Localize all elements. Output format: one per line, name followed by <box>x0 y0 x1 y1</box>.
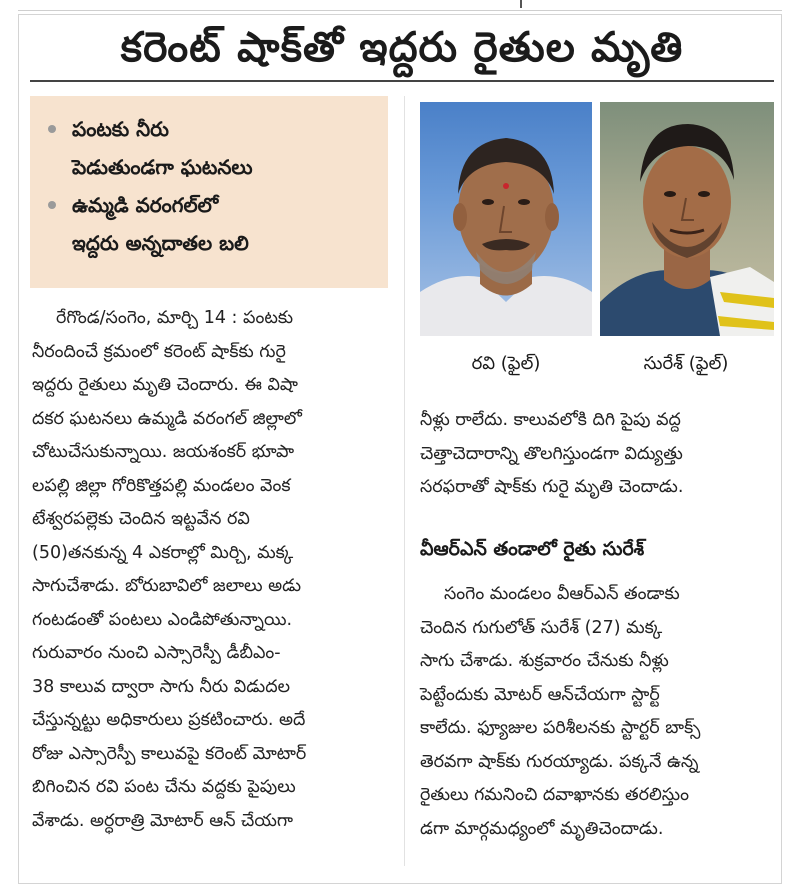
body-line: రైతులు గమనించి దవాఖానకు తరలిస్తుం <box>420 785 689 805</box>
body-line: గురువారం నుంచి ఎస్సారెస్పీ డీబీఎం- <box>32 643 281 663</box>
body-line: నీళ్లు రాలేదు. కాలువలోకి దిగి పైపు వద్ద <box>420 410 681 430</box>
bullet-icon <box>48 125 56 133</box>
body-line: బిగించిన రవి పంట చేను వద్దకు పైపులు <box>32 777 296 797</box>
bullet-icon <box>48 201 56 209</box>
photo-caption-ravi: రవి (ఫైల్) <box>471 353 541 374</box>
body-line: చోటుచేసుకున్నాయి. జయశంకర్ భూపా <box>32 442 295 462</box>
top-rule <box>18 0 782 11</box>
body-line: ఇద్దరు రైతులు మృతి చెందారు. ఈ విషా <box>32 375 298 395</box>
highlight-item <box>48 186 376 262</box>
highlights-box <box>30 96 388 288</box>
suresh-portrait-icon <box>600 102 774 336</box>
body-line: తెరవగా షాక్‌కు గురయ్యాడు. పక్కనే ఉన్న <box>420 751 699 772</box>
highlight-line: ఇద్దరు అన్నదాతల బలి <box>72 231 249 255</box>
body-line: కాలేదు. ఫ్యూజుల పరిశీలనకు స్టార్టర్ బాక్స్ <box>420 718 701 738</box>
body-line: చెత్తాచెదారాన్ని తొలగిస్తుండగా విద్యుత్తు <box>420 443 683 464</box>
body-line: డగా మార్గమధ్యంలో మృతిచెందాడు. <box>420 818 664 839</box>
photo-ravi <box>420 102 592 336</box>
body-line: టేశ్వరపల్లెకు చెందిన ఇట్టవేన రవి <box>32 509 250 529</box>
photo-caption-suresh: సురేశ్ (ఫైల్) <box>643 353 729 374</box>
subheading: వీఆర్ఎన్ తండాలో రైతు సురేశ్ <box>420 538 645 560</box>
highlight-line: ఉమ్మడి వరంగల్‌లో <box>72 193 219 217</box>
body-line: సంగెం మండలం వీఆర్ఎన్ తండాకు <box>444 584 680 604</box>
highlight-line: పంటకు నీరు <box>72 117 169 141</box>
article-body-right <box>420 404 776 505</box>
body-line: సాగు చేశాడు. శుక్రవారం చేనుకు నీళ్లు <box>420 651 669 671</box>
body-line: పెట్టేందుకు మోటర్ ఆన్‌చేయగా స్టార్ట్ <box>420 684 660 705</box>
body-line: 38 కాలువ ద్వారా సాగు నీరు విడుదల <box>32 676 290 697</box>
headline-rule <box>30 80 774 82</box>
body-line: చేస్తున్నట్టు అధికారులు ప్రకటించారు. అదే <box>32 710 306 730</box>
photo-suresh <box>600 102 774 336</box>
body-line: రేగొండ/సంగెం, మార్చి 14 : పంటకు <box>56 308 294 328</box>
body-line: గంటడంతో పంటలు ఎండిపోతున్నాయి. <box>32 609 293 630</box>
top-tick <box>520 0 522 8</box>
highlight-line: పెడుతుండగా ఘటనలు <box>72 155 253 179</box>
body-line: సాగుచేశాడు. బోరుబావిలో జలాలు అడు <box>32 576 302 596</box>
body-line: (50)తనకున్న 4 ఎకరాల్లో మిర్చి, మక్క <box>32 542 294 563</box>
body-line: నీరందించే క్రమంలో కరెంట్ షాక్‌కు గురై <box>32 341 286 362</box>
headline: కరెంట్ షాక్‌తో ఇద్దరు రైతుల మృతి <box>120 23 684 71</box>
highlight-item <box>48 110 376 186</box>
body-line: రోజు ఎస్సారెస్పీ కాలువపై కరెంట్ మోటార్ <box>32 743 307 764</box>
body-line: చెందిన గుగులోత్ సురేశ్ (27) మక్క <box>420 617 663 638</box>
column-divider <box>404 96 405 866</box>
body-line: వేశాడు. అర్ధరాత్రి మోటార్ ఆన్ చేయగా <box>32 810 293 831</box>
article-body-right-2 <box>420 578 776 846</box>
body-line: సరఫరాతో షాక్‌కు గురై మృతి చెందాడు. <box>420 477 684 497</box>
article-body-left <box>32 302 388 838</box>
ravi-portrait-icon <box>420 102 592 336</box>
body-line: లపల్లి జిల్లా గోరికొత్తపల్లి మండలం వెంక <box>32 475 291 496</box>
body-line: దకర ఘటనలు ఉమ్మడి వరంగల్ జిల్లాలో <box>32 408 302 429</box>
